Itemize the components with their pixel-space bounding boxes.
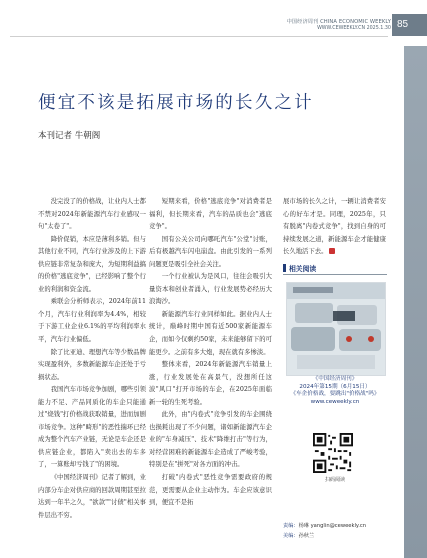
editor-credit [283,522,366,532]
paragraph [283,196,386,259]
related-caption-line[interactable]: www.ceweekly.cn [310,398,360,405]
article-end-icon [329,248,335,254]
article-column-3 [283,196,386,259]
side-tab-bar [404,46,427,558]
related-caption-line: 2024年第15期（6月15日） [299,383,371,390]
paragraph: 国有公关公司向哪吒汽车"公堂"讨账，后有极越汽车闪电崩盘。由此引发的一系列问题更是吸引全社会关注。 [149,235,272,268]
art-label: 美编： [283,532,299,539]
related-reading-title: 相关阅读 [289,265,317,273]
credits [283,522,366,541]
page-number: 85 [392,14,427,36]
related-magazine-cover[interactable] [286,282,386,376]
paragraph: 整体来看，2024年新能源汽车销量上涨，行业发展处在高景气，没想所任这波"风口"打开市场的车企，在2025年面临新一轮的生死考验。 [149,361,272,406]
art-credit [283,532,366,542]
paragraph: 新能源汽车行业同样如此。据业内人士统计，巅峰时期中国有近500家新能源车企，而如今仅剩约50家，未来能够留下的可能更少。之前有多大炮，现在就有多惨淡。 [149,310,272,356]
paragraph: 除了比亚迪、理想汽车等少数品牌实现盈利外，多数新能源车企还处于亏损状态。 [38,348,146,381]
publication-name: 中国经济周刊 CHINA ECONOMIC WEEKLY [286,19,391,25]
article-column-2 [149,196,272,510]
related-divider [283,274,387,275]
paragraph: 我国汽车市场竞争加剧，哪些引领能力不足、产品同质化的车企只能通过"烧钱"打价格战获取销量，进而加剧市场竞争。这种"畸形"的恶性揣环已经成为整个汽车产业链，无论是车企还是供应链企业，都陷入"卖出去的车多了，一算账却亏钱了"的困境。 [38,386,146,469]
qr-caption: 扫码阅读 [324,477,345,483]
header-divider [10,36,388,37]
paragraph: 《中国经济周刊》记者了解到，业内部分车企对供应商的回款周期甚至拉达到一年半之久，"欲款""讨债"相关事件层出不穷。 [38,474,146,519]
cover-illustration [287,283,385,375]
paragraph: 降价促销，本应是薄利多销。但与其他行业不同，汽车行业涉及的上下游供应链非常复杂和庞大，为短期利益搞的价格"逃底竞争"，已经影响了整个行业的利润和资金流。 [38,235,146,293]
related-caption-line: 《车企价格战，要跳出"价格战"吗》 [290,391,380,398]
paragraph: 一个行业被认为是风口，往往会吸引大量资本和创业者涌入，行业发展势必经历大浪淘沙。 [149,273,272,306]
related-caption-line: 《中国经济周刊》 [312,376,358,382]
art-editor-name: 孙秋兰 [298,532,315,539]
article-column-1 [38,196,146,522]
editor-name: 杨琳 yanglin@ceweekly.cn [298,523,367,529]
article-title: 便宜不该是拓展市场的长久之计 [38,93,314,113]
related-reading-header [283,262,387,274]
paragraph: 没完没了的价格战，让业内人士都不禁对2024年新能源汽车行业感叹一句"太卷了"。 [38,198,146,231]
article-author: 本刊记者 牛朝阁 [38,131,101,141]
paragraph: 短期来看，价格"逃底竞争"对消费者是福利，但长期来看，汽车的品质也会"逃底竞争"。 [149,198,272,231]
paragraph-text: 展市场的长久之计，一辆让消费者安心的好车才是。同理，2025年，只有脱离"内卷式竞争"，找到自身的可持续发展之道，新能源车企才能健康长久地活下去。 [283,198,386,256]
paragraph: 此外，由"内卷式"竞争引发的车企围绕也损耗出现了不少问题，诸如新能源汽车企业的"车身减压"、技术"降维打击"等行为，对经营困难的新能源车企造成了严峻考验，特别是在"拼死"对各方面的冲击。 [149,411,272,469]
related-caption [283,376,387,406]
paragraph: 乘联会分析师表示，2024年前11个月，汽车行业利润率为4.4%，相较于下游工业企业6.1%的平均利润率水平，汽车行业偏低。 [38,298,146,344]
related-bar-icon [283,264,286,272]
paragraph: 打破"内卷式"恶性竞争需要政府的规范，更需要从企业主动作为。车企应该意识到，便宜不是拓 [149,474,272,507]
website-and-issue: WWW.CEWEEKLY.CN 2025.1.30 [317,26,391,31]
editor-label: 责编： [283,523,299,529]
qr-code-icon[interactable] [313,433,353,473]
